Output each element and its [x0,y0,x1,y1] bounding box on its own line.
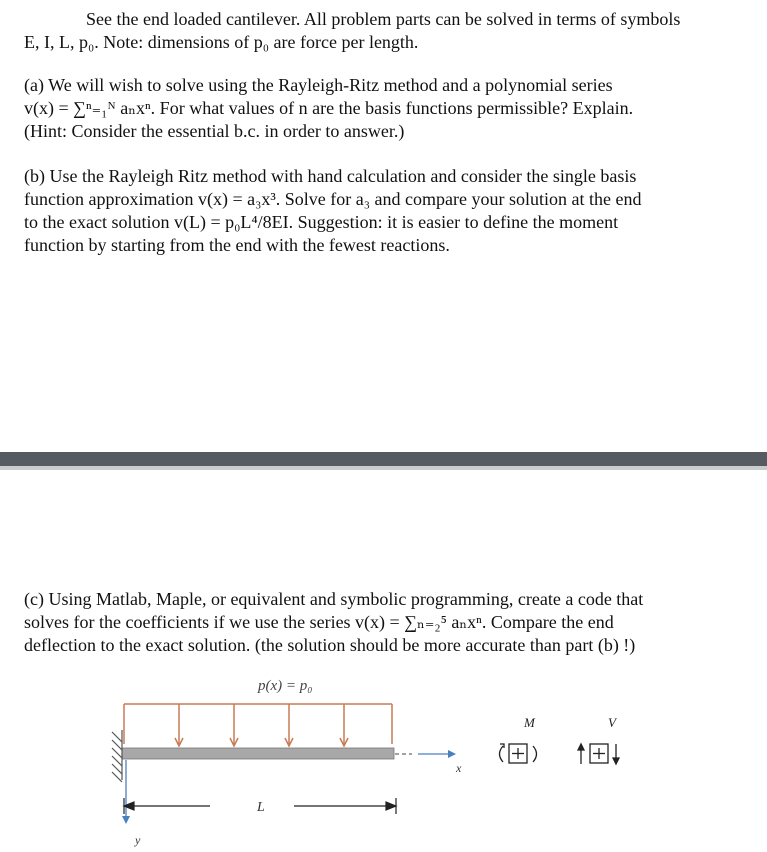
moment-sign-convention [500,744,537,763]
part-b-line-2: function approximation v(x) = a₃x³. Solve for a₃ and compare your solution at the end [24,189,642,209]
moment-label: M [524,715,535,730]
beam [122,748,394,759]
part-c-line-1: (c) Using Matlab, Maple, or equivalent and symbolic programming, create a code that [24,589,644,609]
part-c-line-2: solves for the coefficients if we use the series v(x) = ∑ₙ₌₂⁵ aₙxⁿ. Compare the end [24,612,614,632]
fixed-support [112,730,122,782]
part-b-paragraph [24,165,729,257]
part-a-line-2: v(x) = ∑ⁿ₌₁ᴺ aₙxⁿ. For what values of n are the basis functions permissible? Explain. [24,98,634,118]
cantilever-diagram [100,672,660,848]
y-axis [122,760,130,824]
part-b-line-4: function by starting from the end with the fewest reactions. [24,235,450,255]
shear-sign-convention [578,744,619,764]
part-c-paragraph [24,588,729,657]
page-divider [0,452,767,466]
x-axis-label: x [456,761,462,775]
part-a-line-1: (a) We will wish to solve using the Rayleigh-Ritz method and a polynomial series [24,75,613,95]
y-axis-label: y [135,833,141,847]
page-divider-shadow [0,466,767,470]
load-label: p(x) = p₀ [258,678,313,694]
intro-line-1: See the end loaded cantilever. All problem parts can be solved in terms of symbols [86,9,681,29]
intro-line-2: E, I, L, p₀. Note: dimensions of p₀ are force per length. [24,32,419,52]
part-b-line-3: to the exact solution v(L) = p₀L⁴/8EI. Suggestion: it is easier to define the moment [24,212,619,232]
part-b-line-1: (b) Use the Rayleigh Ritz method with hand calculation and consider the single basis [24,166,637,186]
part-c-line-3: deflection to the exact solution. (the solution should be more accurate than part (b) !) [24,635,636,655]
shear-label: V [608,715,616,730]
part-a-paragraph [24,74,729,143]
x-axis [395,750,456,758]
distributed-load [124,704,392,746]
length-label: L [257,800,265,815]
intro-paragraph [24,8,729,54]
part-a-line-3: (Hint: Consider the essential b.c. in order to answer.) [24,121,405,141]
